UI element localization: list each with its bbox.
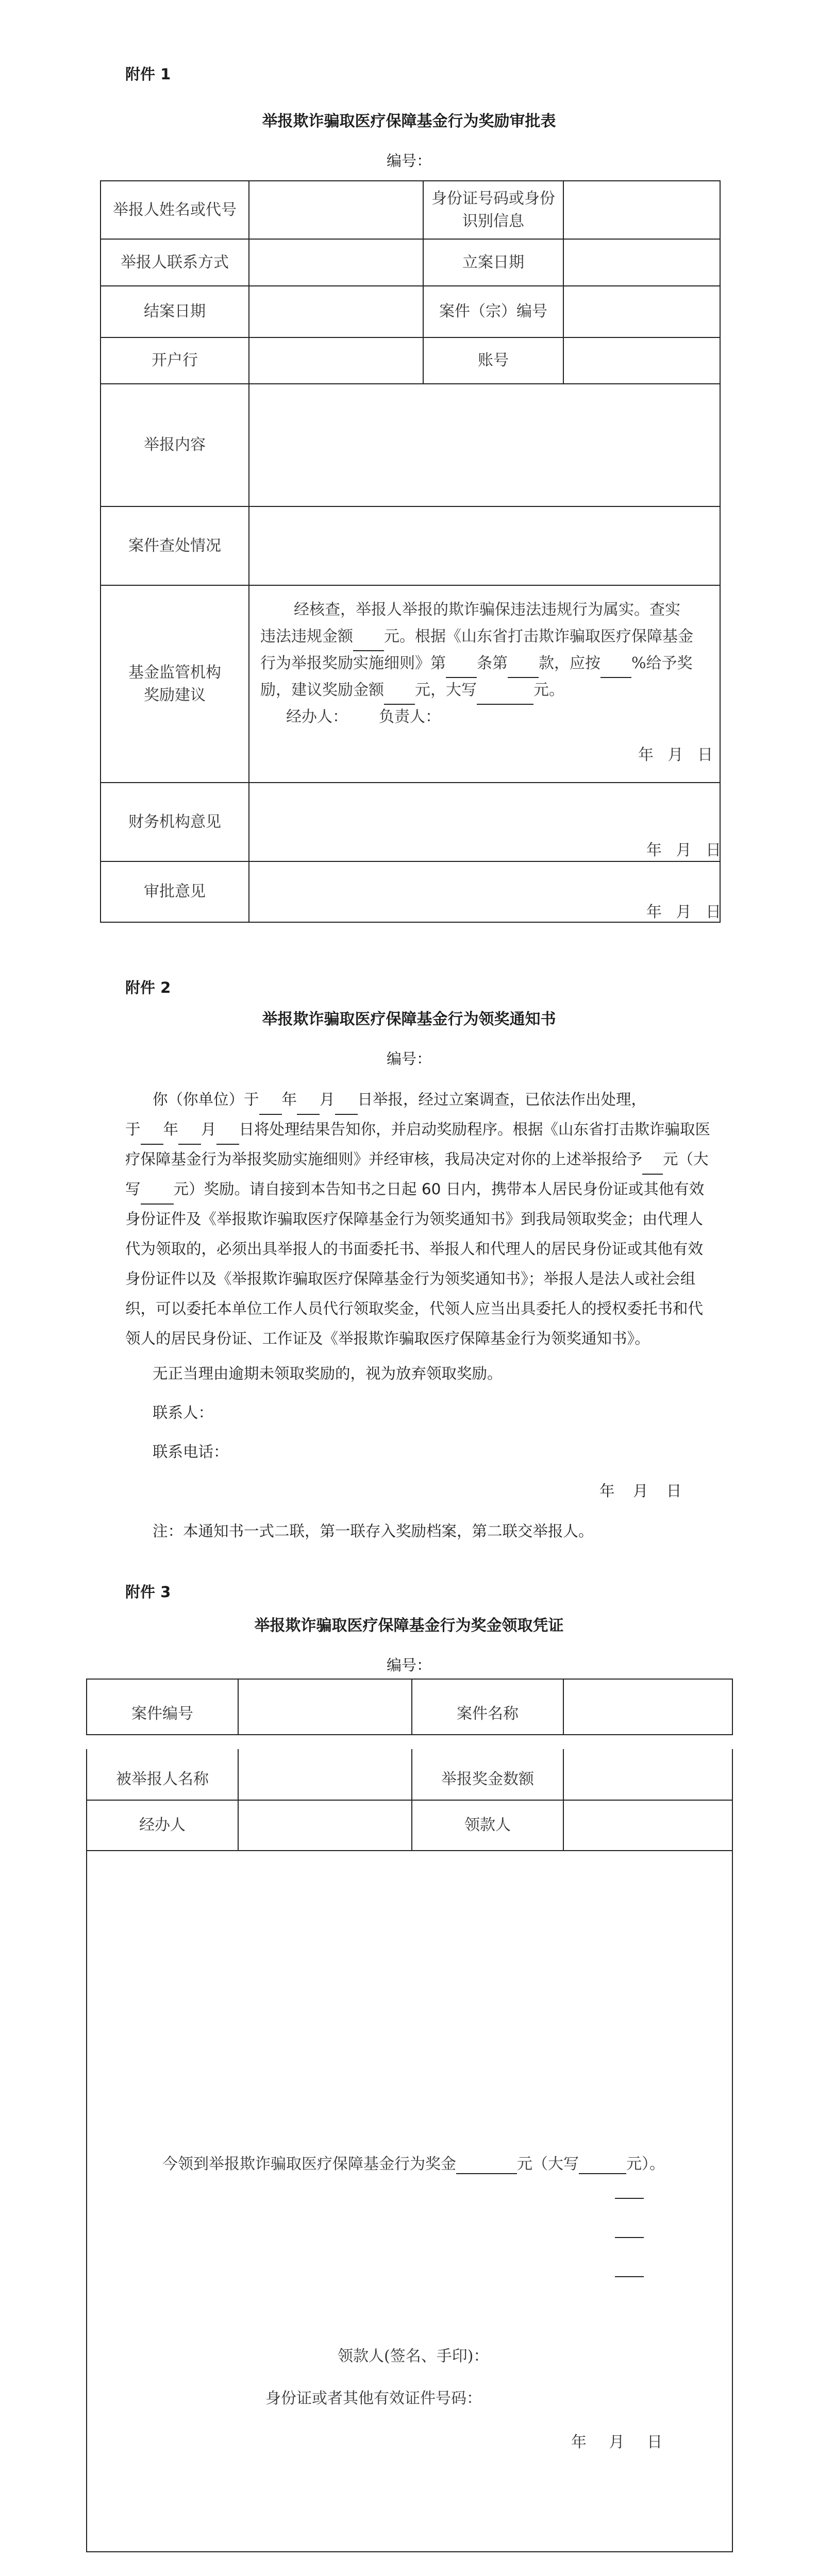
notice-note: 注：本通知书一式二联，第一联存入奖励档案，第二联交举报人。 <box>153 1522 594 1540</box>
responsible-label: 负责人： <box>379 708 441 726</box>
receipt-statement: 今领到举报欺诈骗取医疗保障基金行为奖金 元（大写 元）。 <box>162 2155 665 2173</box>
percent-blank[interactable] <box>600 650 631 678</box>
suggestion-line-3: 行为举报奖励实施细则》第 条第 款，应按 %给予奖 <box>260 650 693 678</box>
attachment-3-label: 附件 3 <box>125 1583 171 1601</box>
notice-line-6: 代为领取的，必须出具举报人的书面委托书、举报人和代理人的居民身份证或其他有效 <box>125 1240 704 1258</box>
notice-line-8: 织，可以委托本单位工作人员代行领取奖金，代领人应当出具委托人的授权委托书和代 <box>125 1300 704 1317</box>
reward-amount-field[interactable] <box>563 1749 733 1801</box>
attachment-2-title: 举报欺诈骗取医疗保障基金行为领奖通知书 <box>262 1010 556 1028</box>
suggestion-line-2: 违法违规金额 元。根据《山东省打击欺诈骗取医疗保障基金 <box>260 623 693 651</box>
reported-name-label: 被举报人名称 <box>86 1749 239 1801</box>
id-number-line-label: 身份证或者其他有效证件号码： <box>265 2389 482 2408</box>
notice-line-3: 疗保障基金行为举报奖励实施细则》并经审核，我局决定对你的上述举报给予 元（大 <box>125 1145 709 1175</box>
contact-person-label: 联系人： <box>153 1404 214 1421</box>
receipt-uppercase-blank[interactable] <box>579 2155 626 2174</box>
id-number-field[interactable] <box>563 180 721 240</box>
notify-day-blank[interactable] <box>216 1115 239 1145</box>
handler-label: 经办人 <box>86 1800 239 1851</box>
article-blank[interactable] <box>446 650 477 678</box>
account-label: 账号 <box>423 337 564 384</box>
attachment-3-title: 举报欺诈骗取医疗保障基金行为奖金领取凭证 <box>254 1617 564 1635</box>
reward-amount-blank[interactable] <box>384 677 415 705</box>
report-month-blank[interactable] <box>297 1085 320 1115</box>
filing-date-label: 立案日期 <box>423 239 564 286</box>
notice-line-1: 你（你单位）于 年 月 日举报，经过立案调查，已依法作出处理， <box>153 1085 646 1115</box>
approval-opinion-label: 审批意见 <box>100 861 249 923</box>
suggestion-handlers <box>286 704 441 731</box>
dash-3 <box>615 2276 644 2277</box>
approval-opinion-date: 年 月 日 <box>646 903 722 921</box>
notice-line-2: 于 年 月 日将处理结果告知你，并启动奖励程序。根据《山东省打击欺诈骗取医 <box>125 1115 710 1145</box>
notice-line-5: 身份证件及《举报欺诈骗取医疗保障基金行为领奖通知书》到我局领取奖金；由代理人 <box>125 1210 704 1228</box>
receiver-label: 领款人 <box>411 1800 564 1851</box>
suggestion-line-1: 经核查，举报人举报的欺诈骗保违法违规行为属实。查实 <box>294 601 680 619</box>
bank-label: 开户行 <box>100 337 249 384</box>
closing-date-label: 结案日期 <box>100 285 249 338</box>
attachment-2-label: 附件 2 <box>125 979 171 996</box>
attachment-1-title: 举报欺诈骗取医疗保障基金行为奖励审批表 <box>262 112 556 130</box>
case-name-label: 案件名称 <box>411 1679 564 1735</box>
dash-1 <box>615 2198 644 2199</box>
notice-forfeit-text: 无正当理由逾期未领取奖励的，视为放弃领取奖励。 <box>153 1365 503 1382</box>
reward-uppercase-blank[interactable] <box>141 1175 174 1205</box>
notice-line-9: 领人的居民身份证、工作证及《举报欺诈骗取医疗保障基金行为领奖通知书》。 <box>125 1330 650 1347</box>
amount-blank[interactable] <box>353 623 384 651</box>
reward-amount-blank[interactable] <box>642 1145 663 1175</box>
attachment-2-number-label: 编号： <box>386 1050 431 1067</box>
case-name-field[interactable] <box>563 1679 733 1735</box>
notify-month-blank[interactable] <box>178 1115 201 1145</box>
bank-field[interactable] <box>248 337 424 384</box>
notice-line-4: 写 元）奖励。请自接到本告知书之日起 60 日内，携带本人居民身份证或其他有效 <box>125 1175 704 1205</box>
attachment-1-label: 附件 1 <box>125 65 171 83</box>
reported-name-field[interactable] <box>238 1749 412 1801</box>
reporter-name-label: 举报人姓名或代号 <box>100 180 249 240</box>
case-number-field[interactable] <box>563 285 721 338</box>
clause-blank[interactable] <box>508 650 539 678</box>
report-day-blank[interactable] <box>335 1085 358 1115</box>
finance-opinion-label: 财务机构意见 <box>100 782 249 862</box>
investigation-field[interactable] <box>248 506 721 586</box>
contact-field[interactable] <box>248 239 424 286</box>
closing-date-field[interactable] <box>248 285 424 338</box>
reward-amount-label: 举报奖金数额 <box>411 1749 564 1801</box>
attachment-3-number-label: 编号： <box>386 1656 431 1674</box>
suggestion-date: 年 月 日 <box>638 746 713 764</box>
receipt-amount-blank[interactable] <box>456 2155 517 2174</box>
account-field[interactable] <box>563 337 721 384</box>
contact-phone-label: 联系电话： <box>153 1443 229 1461</box>
notify-year-blank[interactable] <box>141 1115 163 1145</box>
suggestion-label: 基金监管机构奖励建议 <box>100 585 249 783</box>
notice-line-7: 身份证件以及《举报欺诈骗取医疗保障基金行为领奖通知书》；举报人是法人或社会组 <box>125 1270 696 1287</box>
id-number-label: 身份证号码或身份识别信息 <box>423 180 564 240</box>
case-number-label: 案件编号 <box>86 1679 239 1735</box>
receipt-date: 年 月 日 <box>571 2433 663 2451</box>
reporter-name-field[interactable] <box>248 180 424 240</box>
case-number-field[interactable] <box>238 1679 412 1735</box>
handler-field[interactable] <box>238 1800 412 1851</box>
receiver-field[interactable] <box>563 1800 733 1851</box>
filing-date-field[interactable] <box>563 239 721 286</box>
report-content-label: 举报内容 <box>100 383 249 507</box>
dash-2 <box>615 2237 644 2238</box>
finance-opinion-date: 年 月 日 <box>646 841 722 859</box>
case-number-label: 案件（宗）编号 <box>423 285 564 338</box>
investigation-label: 案件查处情况 <box>100 506 249 586</box>
reward-amount-uppercase-blank[interactable] <box>477 677 533 705</box>
contact-label: 举报人联系方式 <box>100 239 249 286</box>
report-content-field[interactable] <box>248 383 721 507</box>
notice-date: 年 月 日 <box>599 1482 682 1500</box>
attachment-1-number-label: 编号： <box>386 152 431 170</box>
handler-label: 经办人： <box>286 708 348 726</box>
report-year-blank[interactable] <box>259 1085 282 1115</box>
suggestion-line-4: 励，建议奖励金额 元，大写 元。 <box>260 677 564 705</box>
receiver-signature-label: 领款人(签名、手印)： <box>338 2347 489 2365</box>
